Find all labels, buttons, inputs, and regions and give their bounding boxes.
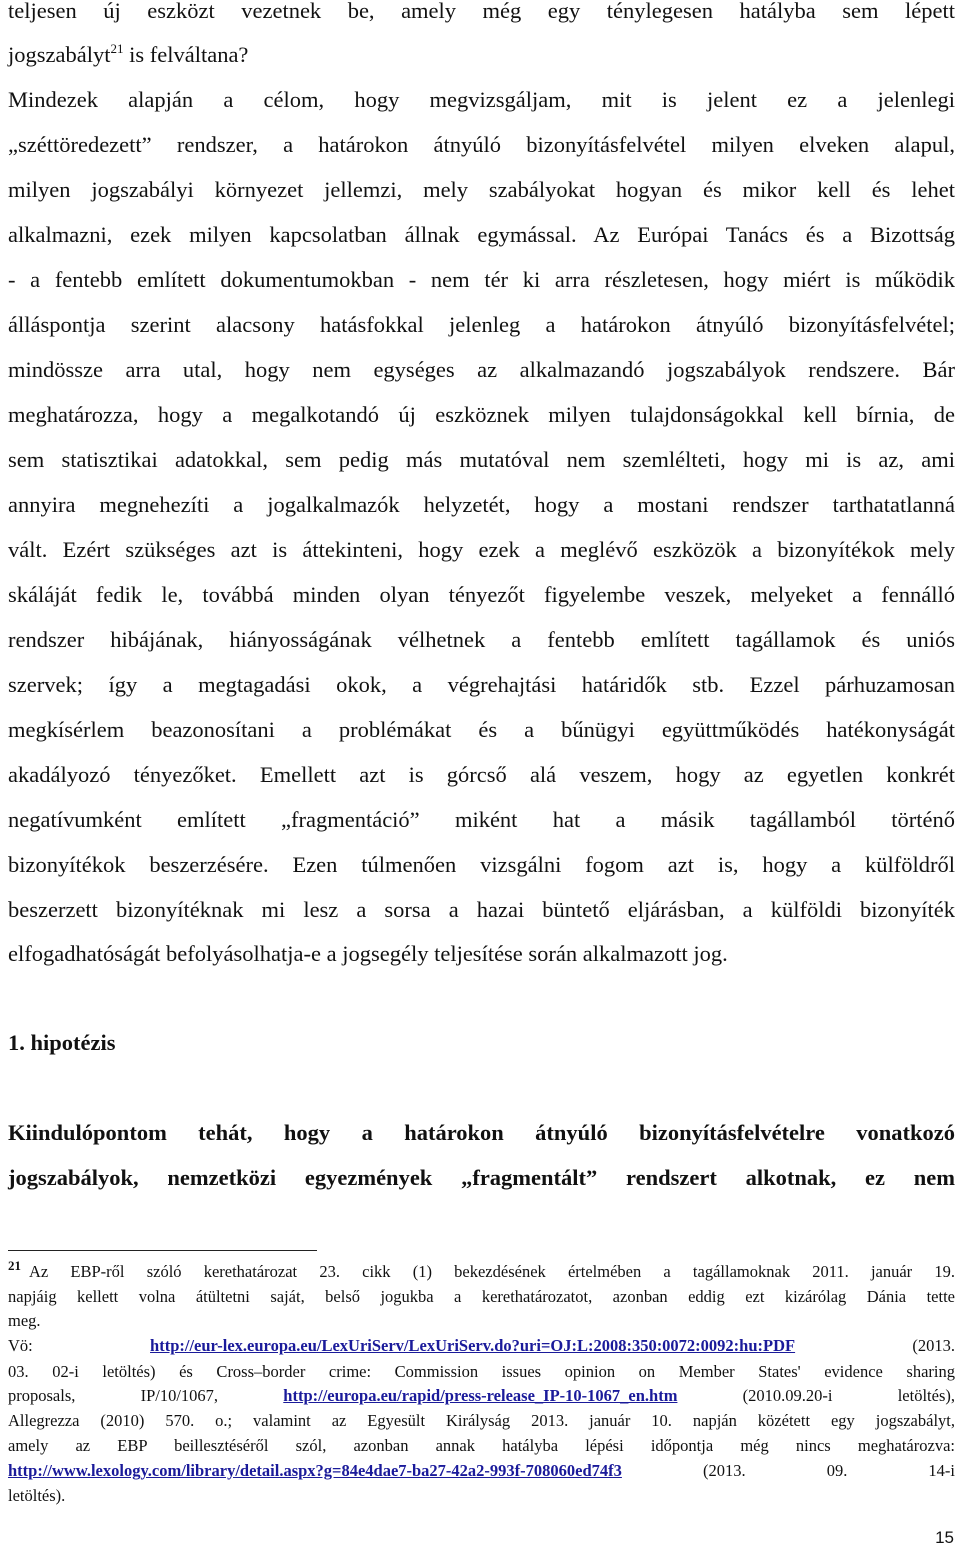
body-line: milyen jogszabályi környezet jellemzi, mely szabályokat hogyan és mikor kell és lehet (8, 177, 955, 202)
footnote-line: letöltés). (8, 1486, 66, 1505)
section-heading: 1. hipotézis (8, 1030, 116, 1055)
eur-lex-link[interactable]: http://eur-lex.europa.eu/LexUriServ/LexUriServ.do?uri=OJ:L:2008:350:0072:0092:hu:PDF (150, 1336, 796, 1355)
footnote-line: amely az EBP beillesztéséről szól, azonban annak hatályba lépési időpontja még nincs meghatározva: (8, 1436, 955, 1455)
footnote-line (8, 1258, 955, 1282)
body-line: „széttöredezett” rendszer, a határokon átnyúló bizonyításfelvétel milyen elveken alapul, (8, 132, 955, 157)
body-line: elfogadhatóságát befolyásolhatja-e a jogsegély teljesítése során alkalmazott jog. (8, 941, 728, 966)
body-line: negatívumként említett „fragmentáció” miként hat a másik tagállamból történő (8, 807, 955, 832)
footnote-text: Az EBP-ről szóló kerethatározat 23. cikk (1) bekezdésének értelmében a tagállamoknak 2011. január 19. (29, 1262, 955, 1281)
body-line: beszerzett bizonyítéknak mi lesz a sorsa a hazai büntető eljárásban, a külföldi bizonyíték (8, 897, 955, 922)
footnote-reference[interactable]: 21 (110, 41, 124, 56)
lexology-link[interactable]: http://www.lexology.com/library/detail.aspx?g=84e4dae7-ba27-42a2-993f-708060ed74f3 (8, 1461, 622, 1480)
footnote-line: Allegrezza (2010) 570. o.; valamint az Egyesült Királyság 2013. január 10. napján közétett egy jogszabályt, (8, 1411, 955, 1430)
body-line: annyira megnehezíti a jogalkalmazók helyzetét, hogy a mostani rendszer tarthatatlanná (8, 492, 955, 517)
body-line: bizonyítékok beszerzésére. Ezen túlmenően vizsgálni fogom azt is, hogy a külföldről (8, 852, 955, 877)
body-line: sem statisztikai adatokkal, sem pedig más mutatóval nem szemlélteti, hogy mi is az, ami (8, 447, 955, 472)
body-line: megkísérlem beazonosítani a problémákat és a bűnügyi együttműködés hatékonyságát (8, 717, 955, 742)
body-line: Mindezek alapján a célom, hogy megvizsgáljam, mit is jelent ez a jelenlegi (8, 87, 955, 112)
footnote-text: proposals, IP/10/1067, (8, 1386, 284, 1405)
footnote-text: (2010.09.20-i letöltés), (677, 1386, 955, 1405)
body-line: teljesen új eszközt vezetnek be, amely még egy ténylegesen hatályba sem lépett (8, 0, 955, 23)
footnote-number: 21 (8, 1258, 21, 1273)
body-line: szervek; így a megtagadási okok, a végrehajtási határidők stb. Ezzel párhuzamosan (8, 672, 955, 697)
body-line: mindössze arra utal, hogy nem egységes az alkalmazandó jogszabályok rendszere. Bár (8, 357, 955, 382)
body-line (8, 42, 955, 68)
footnote-line (8, 1336, 955, 1356)
footnote-line: napjáig kellett volna átültetni saját, belső jogukba a kerethatározatot, azonban eddig ezt kizárólag Dánia tette (8, 1287, 955, 1306)
footnote-text: Vö: (8, 1336, 151, 1355)
body-line: alkalmazni, ezek milyen kapcsolatban állnak egymással. Az Európai Tanács és a Bizottság (8, 222, 955, 247)
body-line: - a fentebb említett dokumentumokban - nem tér ki arra részletesen, hogy miért is működik (8, 267, 955, 292)
body-text: jogszabályt (8, 42, 111, 67)
page-number: 15 (935, 1528, 954, 1547)
body-text: is felváltana? (123, 42, 249, 67)
footnote-line (8, 1386, 955, 1406)
footnote-separator (8, 1250, 317, 1251)
press-release-link[interactable]: http://europa.eu/rapid/press-release_IP-10-1067_en.htm (283, 1386, 678, 1405)
body-line: meghatározza, hogy a megalkotandó új eszköznek milyen tulajdonságokkal kell bírnia, de (8, 402, 955, 427)
body-line: akadályozó tényezőket. Emellett azt is górcső alá veszem, hogy az egyetlen konkrét (8, 762, 955, 787)
footnote-line: meg. (8, 1311, 41, 1330)
footnote-text: (2013. (795, 1336, 956, 1355)
footnote-text: (2013. 09. 14-i (621, 1461, 955, 1480)
footnote-line (8, 1461, 955, 1481)
body-line: skáláját fedik le, továbbá minden olyan tényezőt figyelembe veszek, melyeket a fennálló (8, 582, 955, 607)
body-line: rendszer hibájának, hiányosságának vélhetnek a fentebb említett tagállamok és uniós (8, 627, 955, 652)
body-line: álláspontja szerint alacsony hatásfokkal jelenleg a határokon átnyúló bizonyításfelvétel; (8, 312, 955, 337)
hypothesis-line: Kiindulópontom tehát, hogy a határokon átnyúló bizonyításfelvételre vonatkozó (8, 1120, 955, 1145)
body-line: vált. Ezért szükséges azt is áttekinteni, hogy ezek a meglévő eszközök a bizonyítékok mely (8, 537, 955, 562)
hypothesis-line: jogszabályok, nemzetközi egyezmények „fragmentált” rendszert alkotnak, ez nem (8, 1165, 955, 1190)
footnote-line: 03. 02-i letöltés) és Cross–border crime: Commission issues opinion on Member States' evidence sharing (8, 1362, 955, 1381)
